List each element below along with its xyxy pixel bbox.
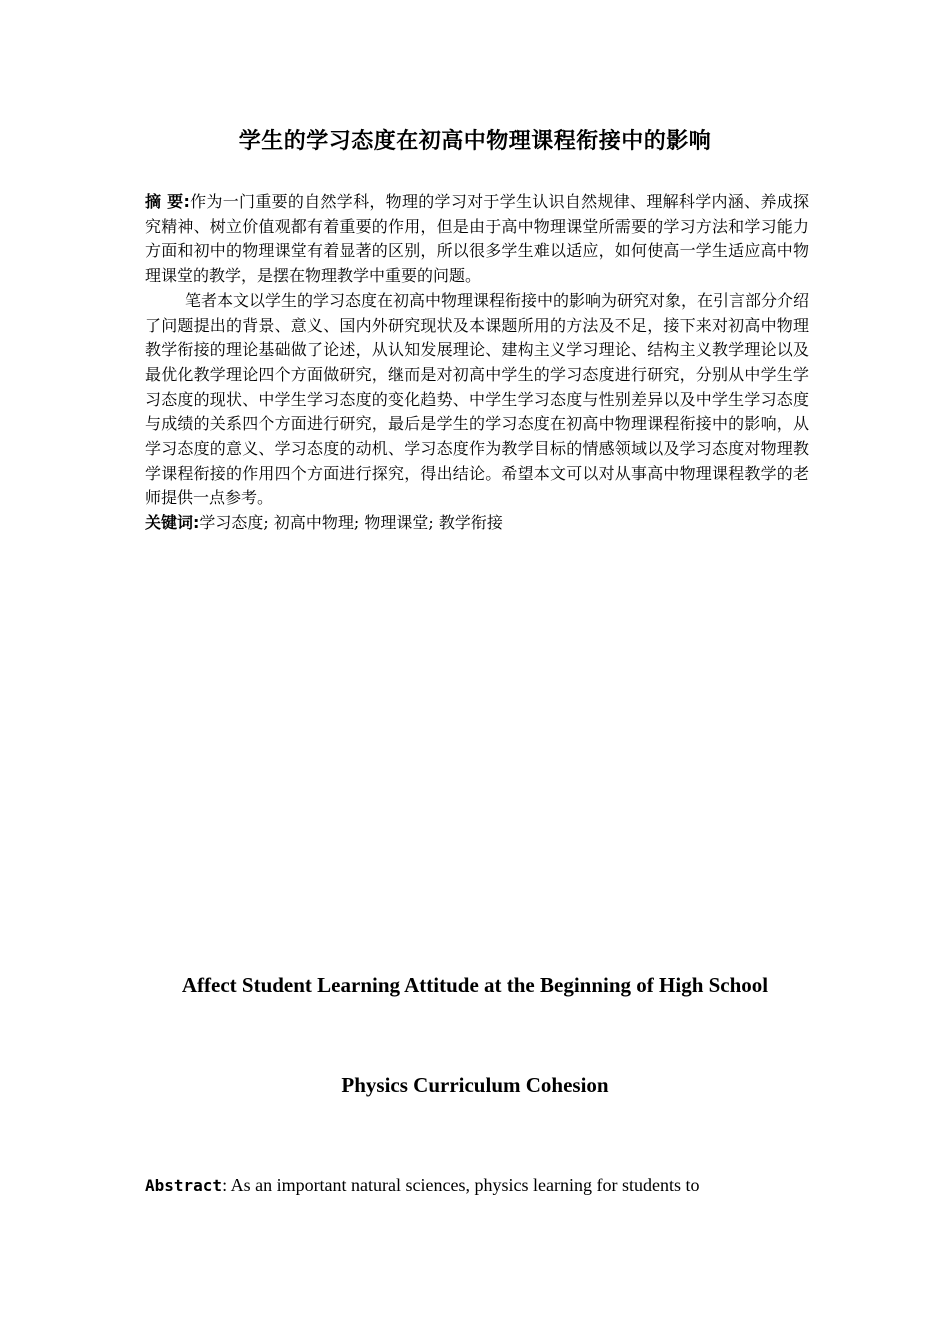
english-abstract-label: Abstract bbox=[145, 1176, 223, 1195]
abstract-text-1: 作为一门重要的自然学科，物理的学习对于学生认识自然规律、理解科学内涵、养成探究精神、树立价值观都有着重要的作用，但是由于高中物理课堂所需要的学习方法和学习能力方面和初中的物理课堂有着显著的区别，所以很多学生难以适应，如何使高一学生适应高中物理课堂的教学，是摆在物理教学中重要的问题。 bbox=[145, 192, 809, 286]
abstract-paragraph-1 bbox=[145, 190, 809, 289]
abstract-label: 摘 要: bbox=[145, 192, 190, 211]
english-abstract bbox=[145, 1175, 809, 1196]
english-title-line-2: Physics Curriculum Cohesion bbox=[341, 1073, 609, 1097]
keywords-line bbox=[145, 511, 809, 536]
keywords-label: 关键词: bbox=[145, 513, 200, 533]
abstract-paragraph-2: 笔者本文以学生的学习态度在初高中物理课程衔接中的影响为研究对象，在引言部分介绍了问题提出的背景、意义、国内外研究现状及本课题所用的方法及不足，接下来对初高中物理教学衔接的理论基础做了论述，从认知发展理论、建构主义学习理论、结构主义教学理论以及最优化教学理论四个方面做研究，继而是对初高中学生的学习态度进行研究，分别从中学生学习态度的现状、中学生学习态度的变化趋势、中学生学习态度与性别差异以及中学生学习态度与成绩的关系四个方面进行研究，最后是学生的学习态度在初高中物理课程衔接中的影响，从学习态度的意义、学习态度的动机、学习态度作为教学目标的情感领域以及学习态度对物理教学课程衔接的作用四个方面进行探究，得出结论。希望本文可以对从事高中物理课程教学的老师提供一点参考。 bbox=[145, 290, 810, 508]
english-title-line-1: Affect Student Learning Attitude at the Beginning of High School bbox=[181, 973, 769, 997]
english-abstract-text: : As an important natural sciences, physics learning for students to bbox=[222, 1175, 700, 1195]
keywords-text: 学习态度; 初高中物理; 物理课堂; 教学衔接 bbox=[199, 513, 503, 533]
chinese-title: 学生的学习态度在初高中物理课程衔接中的影响 bbox=[238, 129, 712, 154]
chinese-abstract bbox=[145, 190, 809, 536]
